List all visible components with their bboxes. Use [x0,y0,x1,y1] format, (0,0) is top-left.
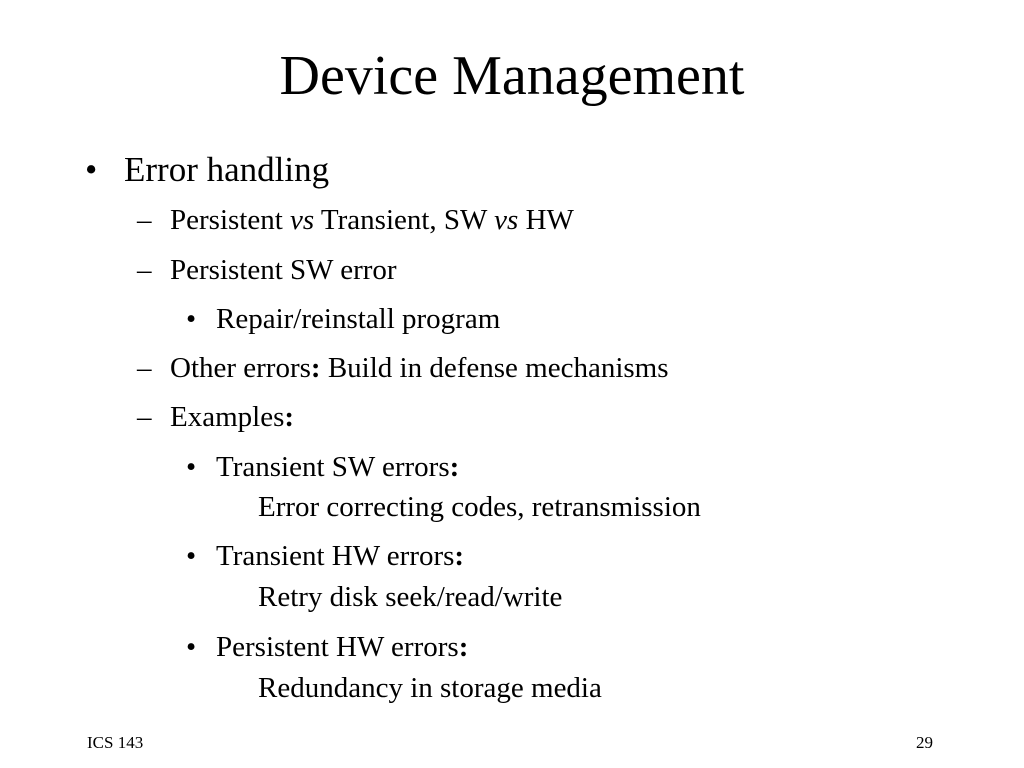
dash-marker: – [137,254,152,286]
text-italic: vs [290,204,315,236]
bullet-marker: • [186,451,197,483]
text-part: Examples [170,401,285,433]
colon: : [449,451,460,483]
text-part: Repair/reinstall program [216,303,501,335]
text-part: Persistent HW errors [216,631,459,663]
subitem-persistent-sw-error [137,253,397,287]
text-part: Build in defense mechanisms [320,352,669,384]
slide-title: Device Management [279,45,745,107]
subitem-examples [137,400,295,434]
subsubitem-transient-sw [186,450,460,484]
bullet-marker: • [186,631,197,663]
subsubitem-persistent-hw [186,630,469,664]
transient-hw-detail: Retry disk seek/read/write [258,581,563,613]
transient-sw-detail: Error correcting codes, retransmission [258,491,701,523]
bullet-error-handling [85,150,330,190]
bullet-marker: • [186,540,197,572]
text-part: Persistent [170,204,291,236]
dash-marker: – [137,352,152,384]
persistent-hw-detail: Redundancy in storage media [258,672,602,704]
colon: : [310,352,321,384]
bullet-marker: • [85,150,98,189]
text-part: Transient, SW [314,204,495,236]
footer-course: ICS 143 [87,733,144,752]
text-part: HW [518,204,574,236]
subsubitem-transient-hw [186,539,465,573]
text-part: Transient SW errors [216,451,450,483]
text-part: Transient HW errors [216,540,455,572]
subitem-other-errors [137,351,669,385]
subsubitem-repair [186,302,501,336]
text-italic: vs [494,204,519,236]
text-part: Persistent SW error [170,254,397,286]
colon: : [284,401,295,433]
footer-page-number: 29 [916,733,933,752]
text-part: Other errors [170,352,311,384]
dash-marker: – [137,401,152,433]
colon: : [454,540,465,572]
bullet-text: Error handling [124,150,330,189]
dash-marker: – [137,204,152,236]
subitem-persistent-vs-transient [137,203,574,237]
bullet-marker: • [186,303,197,335]
colon: : [458,631,469,663]
